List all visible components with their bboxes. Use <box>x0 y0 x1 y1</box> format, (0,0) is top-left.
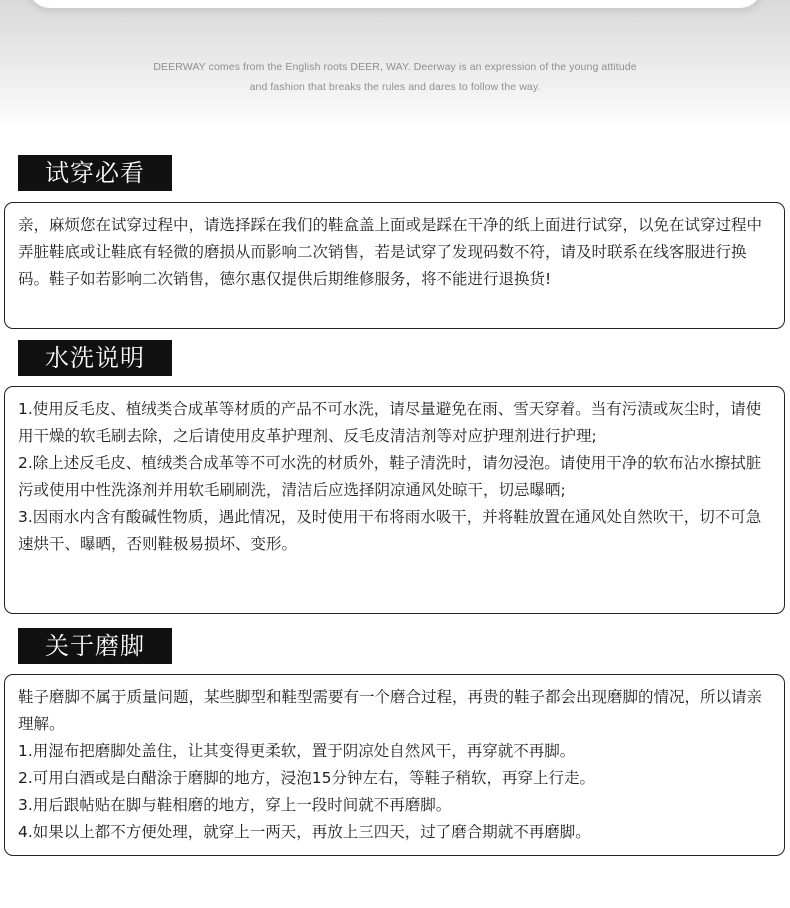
header-card <box>28 0 762 8</box>
section-heading-washing: 水洗说明 <box>18 340 172 376</box>
section-paragraph: 1.使用反毛皮、植绒类合成革等材质的产品不可水洗，请尽量避免在雨、雪天穿着。当有污渍或灰尘时，请使用干燥的软毛刷去除，之后请使用皮革护理剂、反毛皮清洁剂等对应护理剂进行护理; <box>18 400 762 445</box>
section-paragraph: 4.如果以上都不方便处理，就穿上一两天，再放上三四天，过了磨合期就不再磨脚。 <box>18 823 591 841</box>
brand-tagline-line2: and fashion that breaks the rules and dares to follow the way. <box>249 81 541 93</box>
section-paragraph: 2.可用白酒或是白醋涂于磨脚的地方，浸泡15分钟左右，等鞋子稍软，再穿上行走。 <box>18 769 596 787</box>
section-box-washing <box>4 386 785 614</box>
brand-tagline-line1: DEERWAY comes from the English roots DEER, WAY. Deerway is an expression of the young attitude <box>153 61 637 73</box>
section-paragraph: 3.用后跟帖贴在脚与鞋相磨的地方，穿上一段时间就不再磨脚。 <box>18 796 452 814</box>
section-paragraph: 亲，麻烦您在试穿过程中，请选择踩在我们的鞋盒盖上面或是踩在干净的纸上面进行试穿，以免在试穿过程中弄脏鞋底或让鞋底有轻微的磨损从而影响二次销售，若是试穿了发现码数不符，请及时联系在线客服进行换码。鞋子如若影响二次销售，德尔惠仅提供后期维修服务，将不能进行退换货! <box>18 216 763 288</box>
section-paragraph: 鞋子磨脚不属于质量问题，某些脚型和鞋型需要有一个磨合过程，再贵的鞋子都会出现磨脚的情况，所以请亲理解。 <box>18 688 763 733</box>
section-box-chafing <box>4 674 785 856</box>
section-heading-chafing: 关于磨脚 <box>18 628 172 664</box>
section-paragraph: 2.除上述反毛皮、植绒类合成革等不可水洗的材质外，鞋子清洗时，请勿浸泡。请使用干净的软布沾水擦拭脏污或使用中性洗涤剂并用软毛刷刷洗，清洁后应选择阴凉通风处晾干，切忌曝晒; <box>18 454 762 499</box>
section-heading-try-on: 试穿必看 <box>18 155 172 191</box>
section-paragraph: 3.因雨水内含有酸碱性物质，遇此情况，及时使用干布将雨水吸干，并将鞋放置在通风处自然吹干，切不可急速烘干、曝晒，否则鞋极易损坏、变形。 <box>18 508 762 553</box>
section-box-try-on <box>4 202 785 329</box>
section-paragraph: 1.用湿布把磨脚处盖住，让其变得更柔软，置于阴凉处自然风干，再穿就不再脚。 <box>18 742 576 760</box>
